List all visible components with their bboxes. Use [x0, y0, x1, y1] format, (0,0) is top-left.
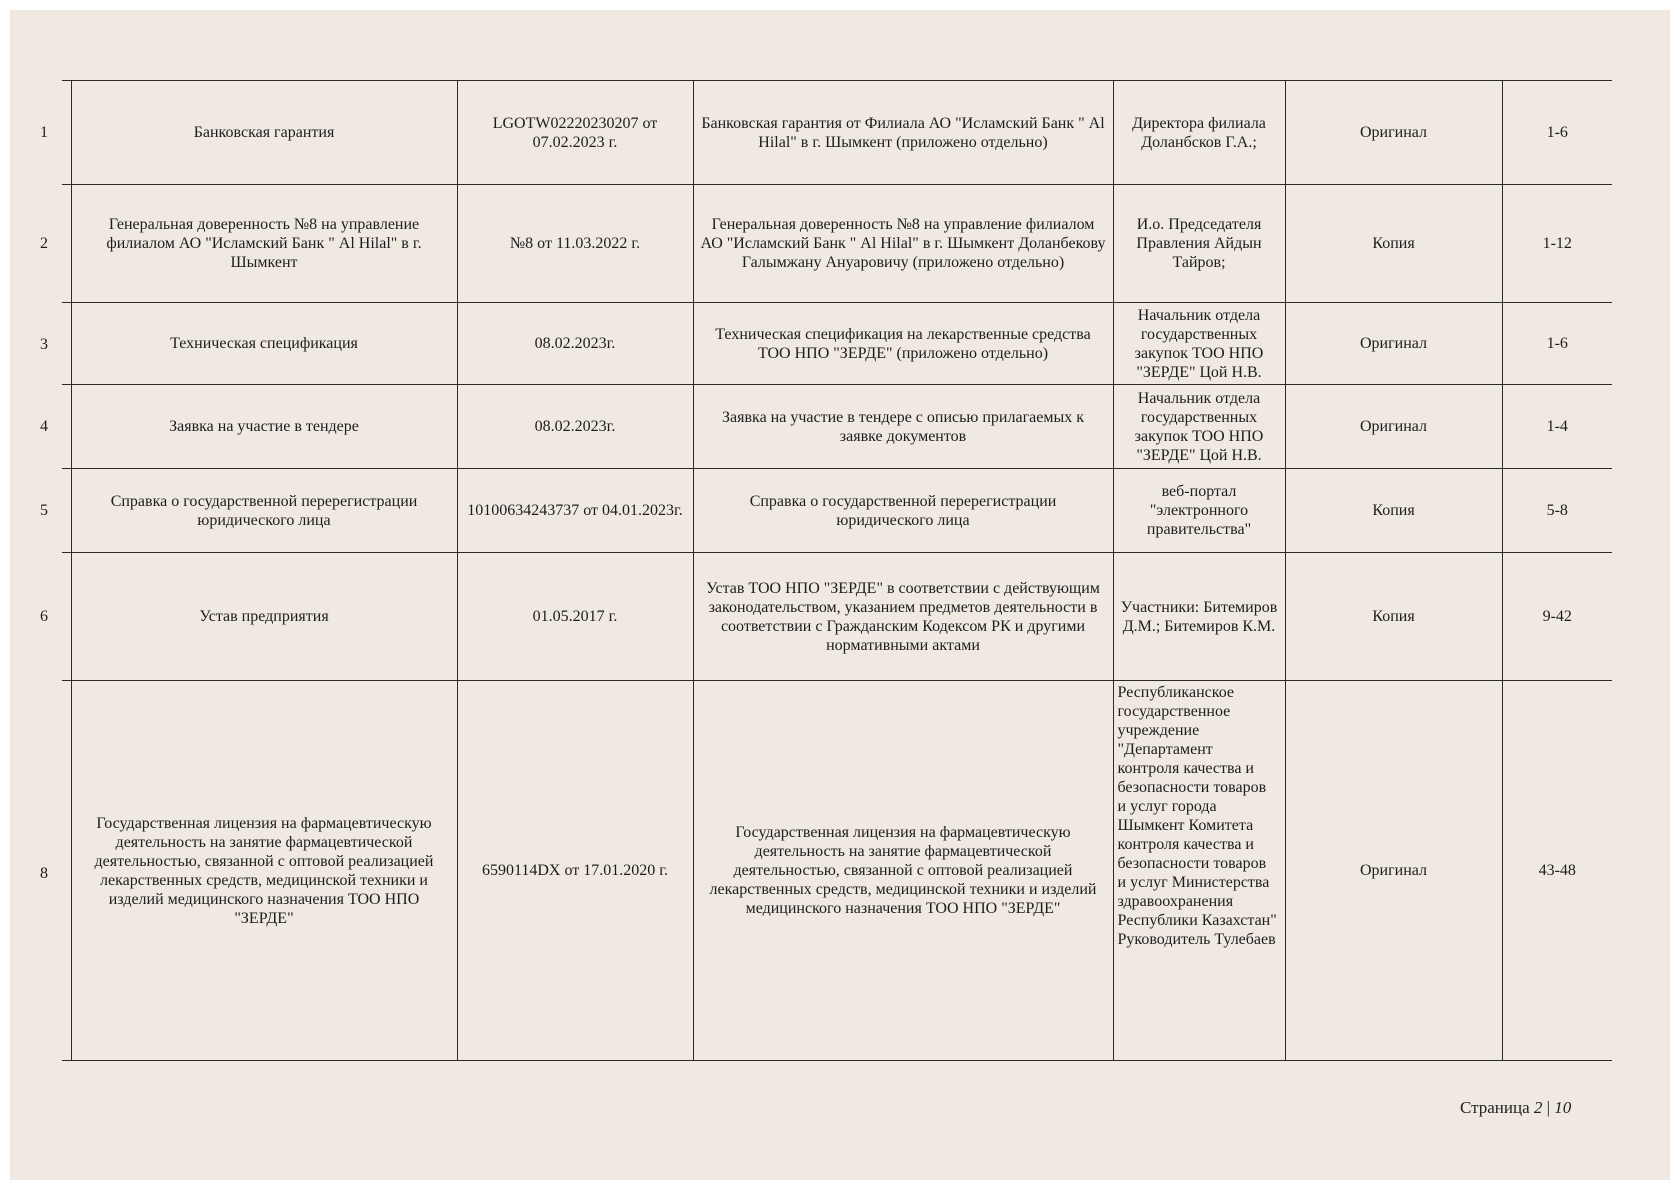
document-type-cell: Оригинал	[1285, 303, 1502, 385]
signer-cell: веб-портал "электронного правительства"	[1113, 469, 1285, 553]
document-page	[10, 10, 1670, 1180]
row-number: 5	[40, 502, 48, 519]
table-row	[62, 303, 1612, 385]
row-number: 6	[40, 608, 48, 625]
document-type-cell: Копия	[1285, 553, 1502, 681]
pages-cell: 1-4	[1502, 385, 1612, 469]
signer-cell: Директора филиала Доланбсков Г.А.;	[1113, 81, 1285, 185]
number-date-cell: 01.05.2017 г.	[457, 553, 693, 681]
documents-table-body	[62, 81, 1612, 1061]
pages-cell: 5-8	[1502, 469, 1612, 553]
table-row	[62, 185, 1612, 303]
row-number: 1	[40, 124, 48, 141]
signer-cell: Начальник отдела государственных закупок ТОО НПО "ЗЕРДЕ" Цой Н.В.	[1113, 385, 1285, 469]
document-type-cell: Оригинал	[1285, 385, 1502, 469]
number-date-cell: 10100634243737 от 04.01.2023г.	[457, 469, 693, 553]
documents-table	[62, 80, 1612, 1061]
row-number: 4	[40, 418, 48, 435]
signer-cell: Участники: Битемиров Д.М.; Битемиров К.М.	[1113, 553, 1285, 681]
signer-cell: И.о. Председателя Правления Айдын Тайров;	[1113, 185, 1285, 303]
table-row	[62, 553, 1612, 681]
document-name-cell: Заявка на участие в тендере	[71, 385, 457, 469]
pages-cell: 9-42	[1502, 553, 1612, 681]
document-type-cell: Оригинал	[1285, 81, 1502, 185]
document-name-cell: Банковская гарантия	[71, 81, 457, 185]
document-type-cell: Оригинал	[1285, 681, 1502, 1061]
page-footer	[1460, 1098, 1571, 1118]
page-current: 2	[1533, 1098, 1543, 1117]
table-row	[62, 81, 1612, 185]
number-date-cell: 08.02.2023г.	[457, 303, 693, 385]
document-name-cell: Государственная лицензия на фармацевтическую деятельность на занятие фармацевтической деятельностью, связанной с оптовой реализацией лекарственных средств, медицинской техники и изделий медицинского назначения ТОО НПО "ЗЕРДЕ"	[71, 681, 457, 1061]
signer-cell: Начальник отдела государственных закупок ТОО НПО "ЗЕРДЕ" Цой Н.В.	[1113, 303, 1285, 385]
table-row	[62, 681, 1612, 1061]
description-cell: Устав ТОО НПО "ЗЕРДЕ" в соответствии с действующим законодательством, указанием предметов деятельности в соответствии с Гражданским Кодексом РК и другими нормативными актами	[693, 553, 1113, 681]
pages-cell: 43-48	[1502, 681, 1612, 1061]
number-date-cell: №8 от 11.03.2022 г.	[457, 185, 693, 303]
description-cell: Справка о государственной перерегистрации юридического лица	[693, 469, 1113, 553]
row-number: 2	[40, 235, 48, 252]
pages-cell: 1-6	[1502, 303, 1612, 385]
description-cell: Заявка на участие в тендере с описью прилагаемых к заявке документов	[693, 385, 1113, 469]
pages-cell: 1-6	[1502, 81, 1612, 185]
number-date-cell: LGOTW02220230207 от 07.02.2023 г.	[457, 81, 693, 185]
document-name-cell: Устав предприятия	[71, 553, 457, 681]
description-cell: Техническая спецификация на лекарственные средства ТОО НПО "ЗЕРДЕ" (приложено отдельно)	[693, 303, 1113, 385]
description-cell: Генеральная доверенность №8 на управление филиалом АО "Исламский Банк " Al Hilal" в г. Шымкент Доланбекову Галымжану Ануаровичу (приложено отдельно)	[693, 185, 1113, 303]
signer-cell: Республиканское государственное учреждение "Департамент контроля качества и безопасности товаров и услуг города Шымкент Комитета контроля качества и безопасности товаров и услуг Министерства здравоохранения Республики Казахстан" Руководитель Тулебаев	[1113, 681, 1285, 1061]
document-name-cell: Справка о государственной перерегистрации юридического лица	[71, 469, 457, 553]
table-row	[62, 385, 1612, 469]
number-date-cell: 6590114DX от 17.01.2020 г.	[457, 681, 693, 1061]
document-name-cell: Генеральная доверенность №8 на управление филиалом АО "Исламский Банк " Al Hilal" в г. Шымкент	[71, 185, 457, 303]
page-separator: |	[1546, 1098, 1551, 1117]
page-total: 10	[1554, 1098, 1572, 1117]
description-cell: Государственная лицензия на фармацевтическую деятельность на занятие фармацевтической деятельностью, связанной с оптовой реализацией лекарственных средств, медицинской техники и изделий медицинского назначения ТОО НПО "ЗЕРДЕ"	[693, 681, 1113, 1061]
table-row	[62, 469, 1612, 553]
row-number: 8	[40, 865, 48, 882]
document-name-cell: Техническая спецификация	[71, 303, 457, 385]
document-type-cell: Копия	[1285, 185, 1502, 303]
row-number: 3	[40, 336, 48, 353]
number-date-cell: 08.02.2023г.	[457, 385, 693, 469]
description-cell: Банковская гарантия от Филиала АО "Исламский Банк " Al Hilal" в г. Шымкент (приложено отдельно)	[693, 81, 1113, 185]
page-label: Страница	[1460, 1098, 1530, 1117]
document-type-cell: Копия	[1285, 469, 1502, 553]
pages-cell: 1-12	[1502, 185, 1612, 303]
